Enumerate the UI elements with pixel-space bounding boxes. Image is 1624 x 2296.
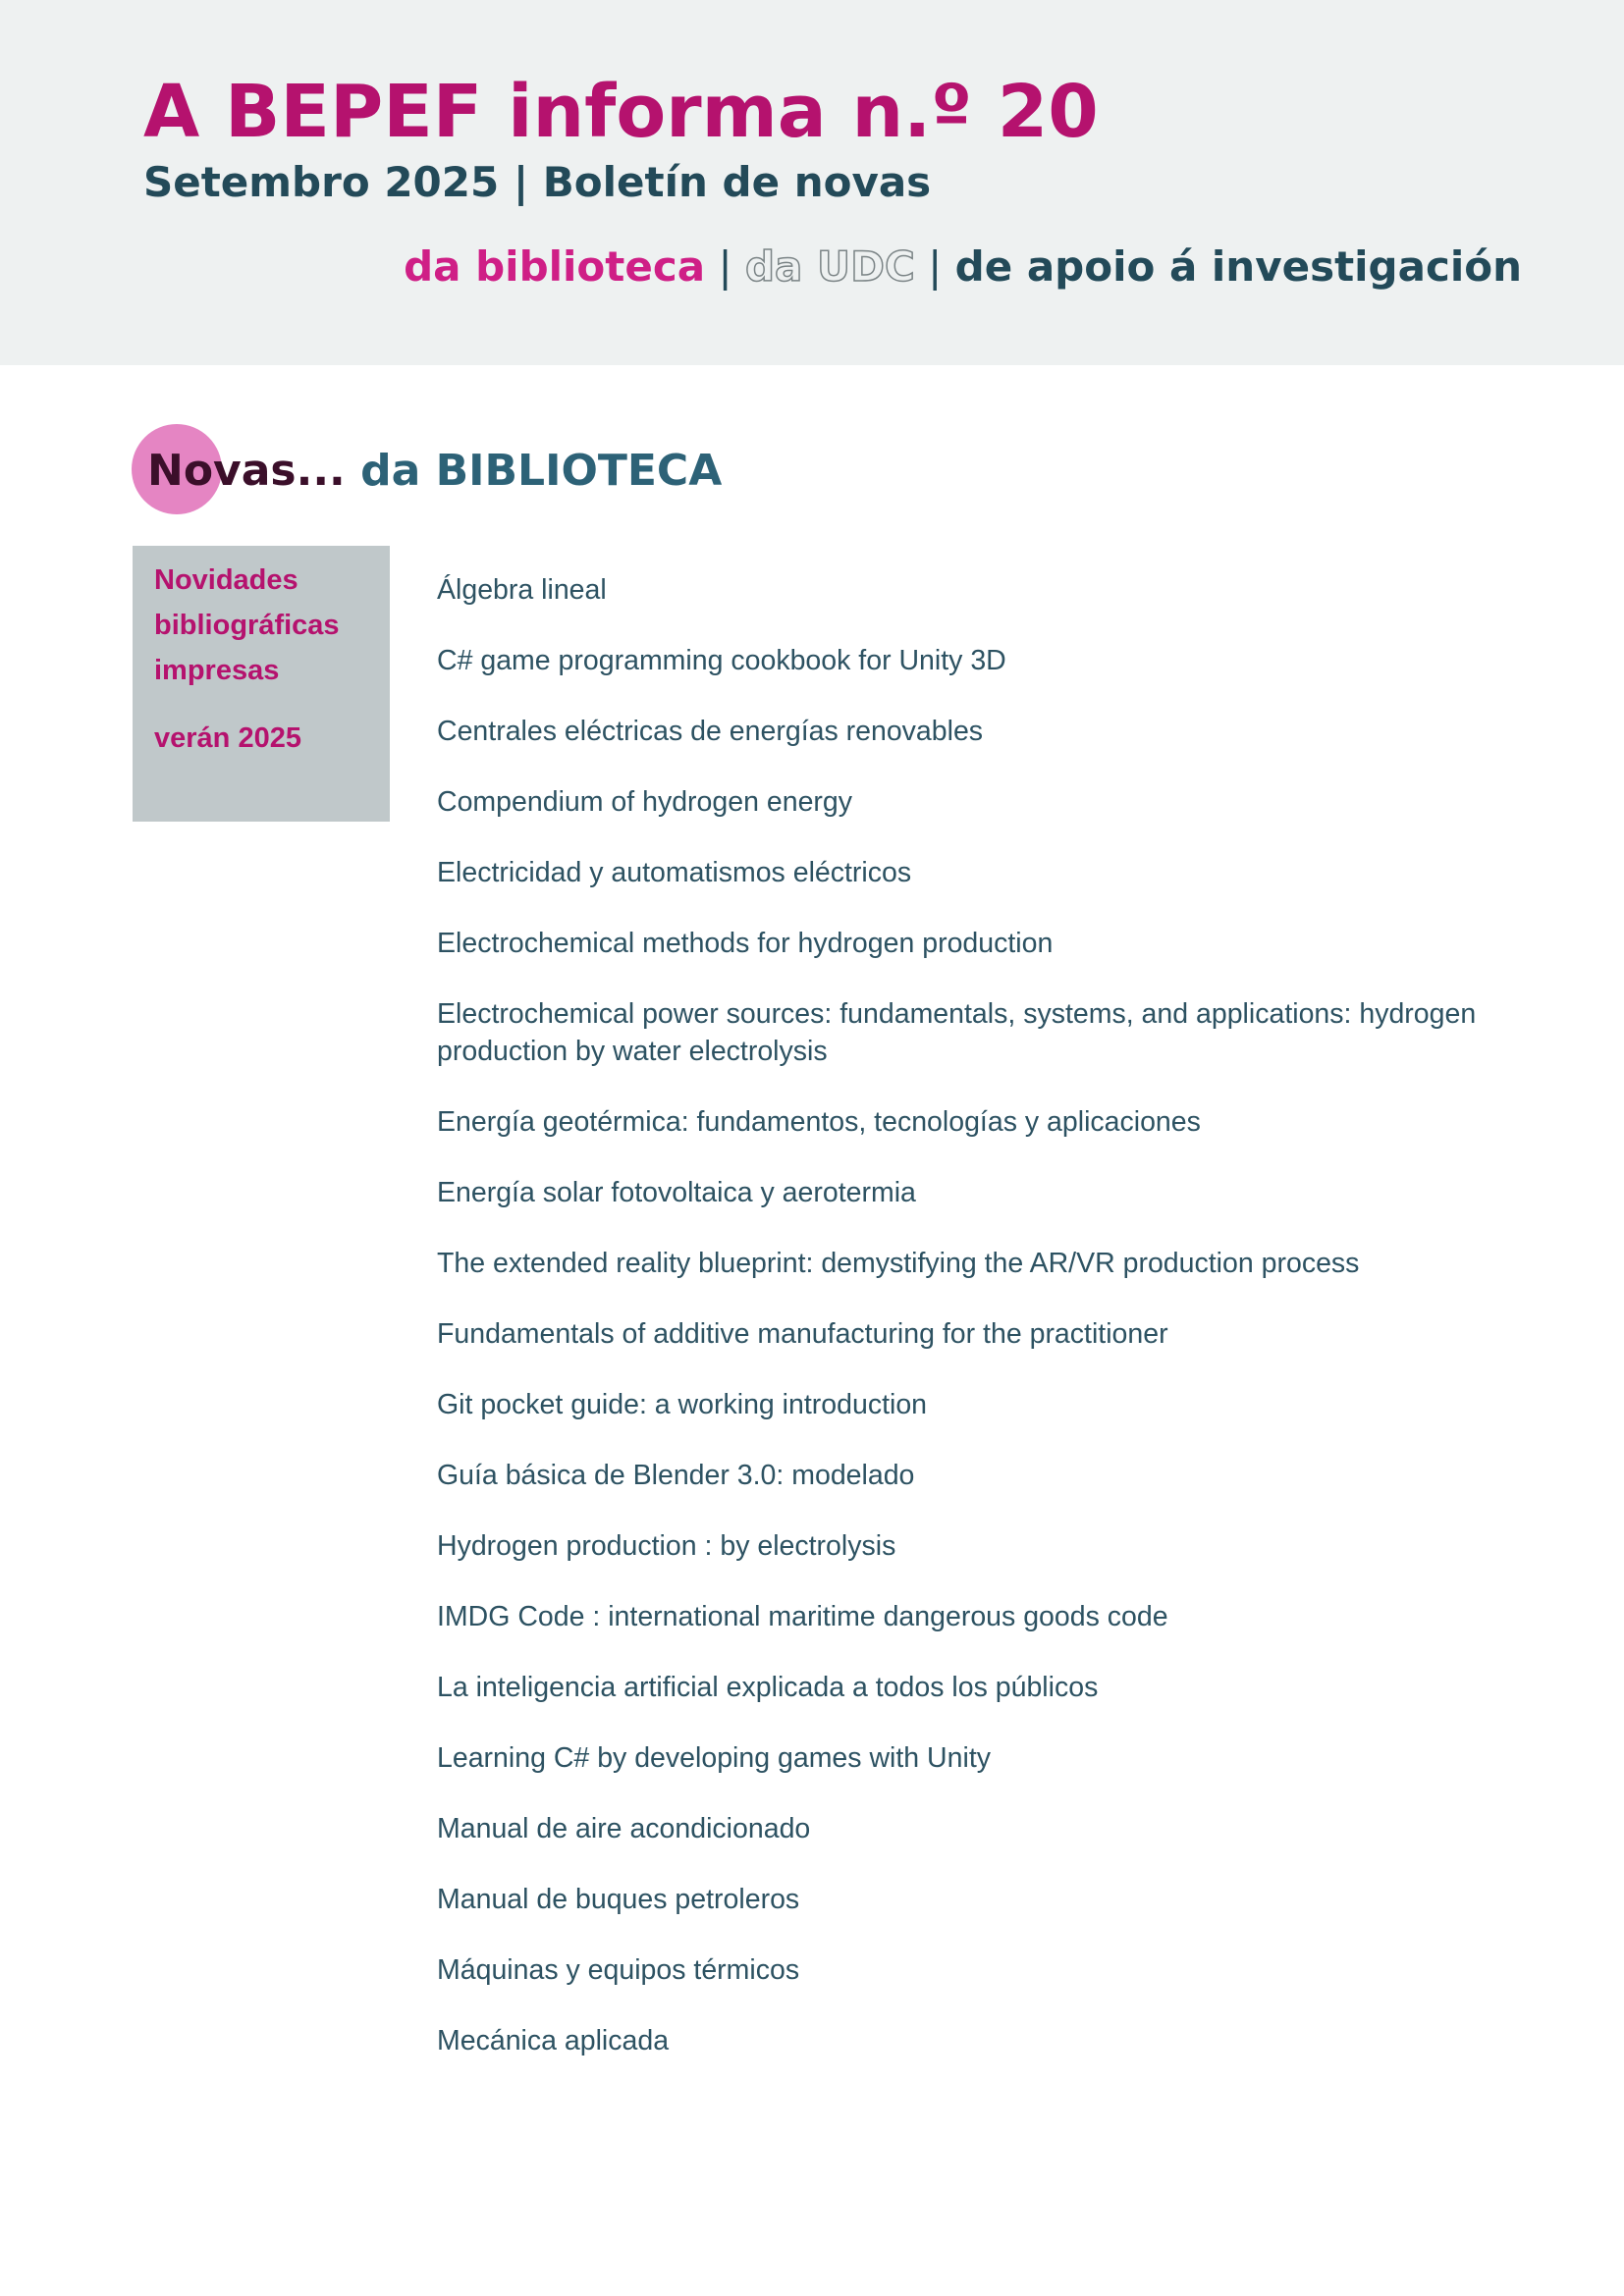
book-item: Electricidad y automatismos eléctricos xyxy=(437,857,912,888)
book-item: Centrales eléctricas de energías renovables xyxy=(437,716,984,747)
sidebar-heading: Novidades bibliográficas impresas xyxy=(154,564,340,686)
book-item: Electrochemical methods for hydrogen production xyxy=(437,928,1054,959)
book-item: The extended reality blueprint: demystifying the AR/VR production process xyxy=(437,1248,1360,1279)
book-item: Guía básica de Blender 3.0: modelado xyxy=(437,1460,915,1491)
tagline-separator: | xyxy=(914,242,955,291)
tagline-investigacion: de apoio á investigación xyxy=(954,242,1522,291)
newsletter-subtitle: Setembro 2025 | Boletín de novas xyxy=(143,158,932,206)
book-item: Git pocket guide: a working introduction xyxy=(437,1389,928,1420)
sidebar-box xyxy=(133,546,390,822)
newsletter-title: A BEPEF informa n.º 20 xyxy=(143,70,1099,154)
book-item: Máquinas y equipos térmicos xyxy=(437,1954,800,1986)
book-item: Energía geotérmica: fundamentos, tecnologías y aplicaciones xyxy=(437,1106,1201,1138)
tagline-biblioteca: da biblioteca xyxy=(404,242,706,291)
section-heading xyxy=(132,422,819,520)
section-title-main: da BIBLIOTECA xyxy=(345,446,723,496)
book-item: Manual de aire acondicionado xyxy=(437,1813,811,1844)
book-item: Fundamentals of additive manufacturing for the practitioner xyxy=(437,1318,1168,1350)
tagline-separator: | xyxy=(705,242,745,291)
book-item: Compendium of hydrogen energy xyxy=(437,786,853,818)
book-item: La inteligencia artificial explicada a todos los públicos xyxy=(437,1672,1099,1703)
book-item: Manual de buques petroleros xyxy=(437,1884,800,1915)
book-item: Mecánica aplicada xyxy=(437,2025,670,2056)
newsletter-tagline xyxy=(404,241,1522,293)
book-item: Álgebra lineal xyxy=(437,574,607,606)
tagline-udc: da UDC xyxy=(744,242,915,291)
section-title-lead: Novas... xyxy=(147,446,346,496)
book-item: Electrochemical power sources: fundamentals, systems, and applications: hydrogen production by water electrolysis xyxy=(437,998,1477,1067)
book-list xyxy=(437,571,1478,2093)
book-item: Hydrogen production : by electrolysis xyxy=(437,1530,896,1562)
book-item: Energía solar fotovoltaica y aerotermia xyxy=(437,1177,916,1208)
book-item: IMDG Code : international maritime dangerous goods code xyxy=(437,1601,1168,1632)
newsletter-header xyxy=(0,0,1624,365)
section-title xyxy=(147,444,722,499)
book-item: Learning C# by developing games with Unity xyxy=(437,1742,991,1774)
sidebar-season: verán 2025 xyxy=(154,722,301,754)
book-item: C# game programming cookbook for Unity 3D xyxy=(437,645,1006,676)
